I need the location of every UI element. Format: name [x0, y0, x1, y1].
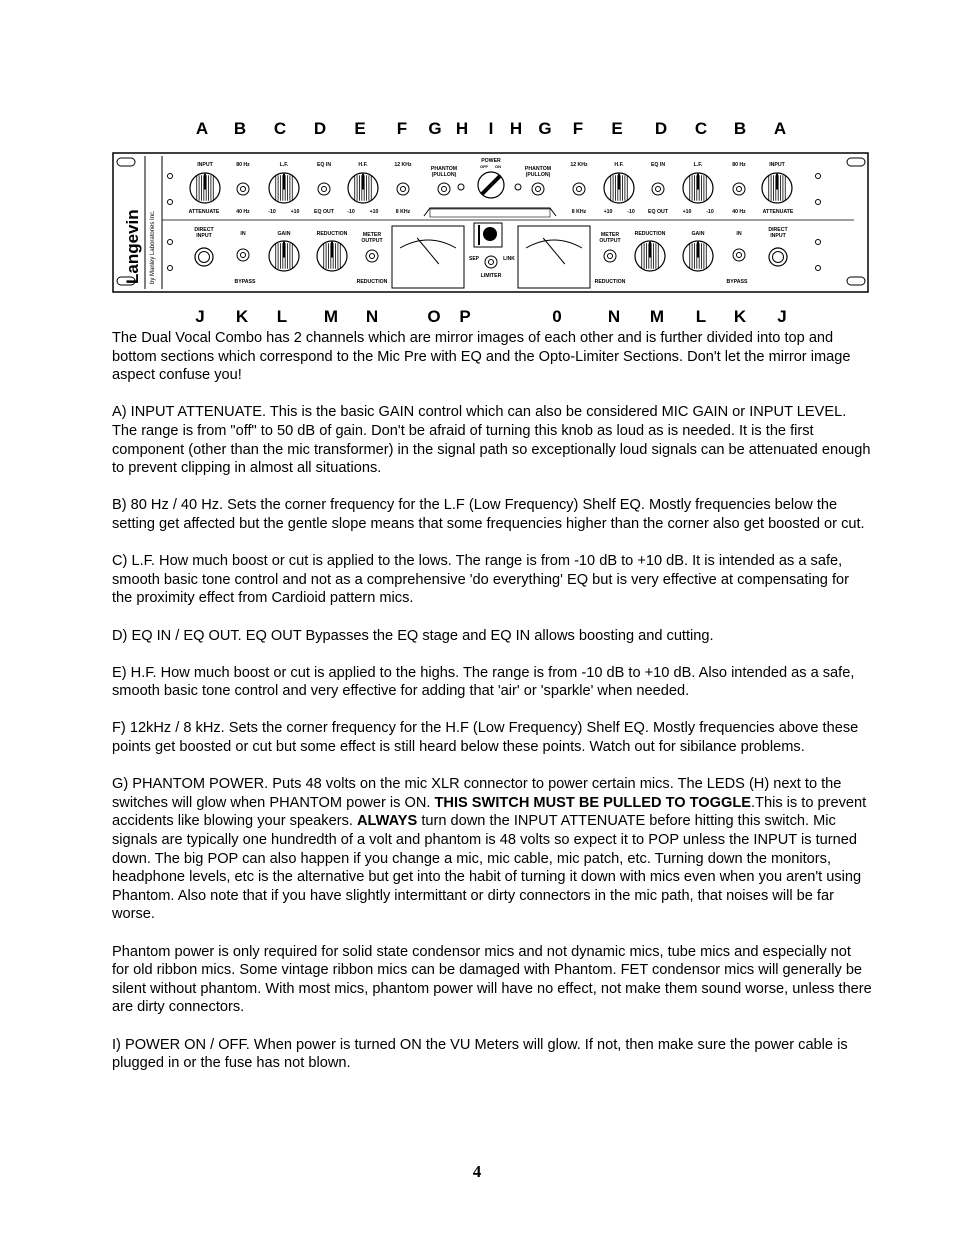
- label-in: IN: [736, 231, 742, 237]
- label-gain: GAIN: [691, 231, 705, 237]
- top-callout-letter: H: [509, 119, 523, 138]
- paragraph-g: G) PHANTOM POWER. Puts 48 volts on the mic XLR connector to power certain mics. The LEDS (H) next to the switches will glow when PHANTOM power is ON. THIS SWITCH MUST BE PULLED TO TOGGLE.This is to prevent accidents like blowing your speakers. ALWAYS turn down the INPUT ATTENUATE before hitting this switch. Mic signals are typically one hundredth of a volt and phantom is 48 volts so expect it to POP unless the INPUT is turned down. The big POP can also happen if you change a mic, mic cable, mic patch, etc. Turning down the monitors, headphone levels, etc is the alternative but get into the habit of turning it down with mics even when you aren't using Phantom. Also note that if you have slightly intermittant or dirty connectors in the mic path, that noises will be far worse.: [112, 776, 867, 923]
- channel-right: [518, 162, 794, 288]
- top-callout-letter: C: [694, 119, 708, 138]
- label-bypass: BYPASS: [234, 279, 256, 285]
- paragraph-phantom-notes: Phantom power is only required for solid state condensor mics and not dynamic mics, tube mics and especially not for old ribbon mics. Some vintage ribbon mics can be damaged with Phantom. FET condensor mics will generally be silent without phantom. With most mics, phantom power will have no effect, not make them sound worse, unless there are dirty connectors.: [112, 943, 872, 1016]
- label-8khz: 8 KHz: [395, 209, 411, 215]
- bottom-callout-letters: [112, 307, 868, 329]
- top-callout-letter: C: [273, 119, 287, 138]
- label-8khz: 8 KHz: [571, 209, 587, 215]
- label-input: INPUT: [770, 233, 786, 239]
- label-input: INPUT: [769, 162, 785, 168]
- label-minus10: -10: [268, 209, 276, 215]
- phantom-switch-right[interactable]: [532, 183, 544, 195]
- label-input: INPUT: [196, 233, 212, 239]
- label-direct: DIRECT: [194, 227, 214, 233]
- label-on: ON: [495, 164, 501, 169]
- bottom-callout-letter: N: [607, 307, 621, 326]
- label-minus10: -10: [347, 209, 355, 215]
- label-link: LINK: [503, 256, 515, 262]
- top-callout-letters: [112, 119, 868, 141]
- top-callout-letter: G: [538, 119, 552, 138]
- paragraph-d: D) EQ IN / EQ OUT. EQ OUT Bypasses the EQ stage and EQ IN allows boosting and cutting.: [112, 627, 714, 644]
- label-direct: DIRECT: [768, 227, 788, 233]
- paragraph-i: I) POWER ON / OFF. When power is turned ON the VU Meters will glow. If not, then make sure the power cable is plugged in or the fuse has not blown.: [112, 1036, 848, 1072]
- label-eq-out: EQ OUT: [314, 209, 334, 215]
- label-minus10: -10: [706, 209, 714, 215]
- label-reduction: REDUCTION: [356, 279, 388, 285]
- meter-select-switch[interactable]: [604, 250, 616, 262]
- paragraph-a: A) INPUT ATTENUATE. This is the basic GAIN control which can also be considered MIC GAIN or INPUT LEVEL. The range is from "off" to 50 dB of gain. Don't be afraid of turning this knob as loud as is needed. It is the first component (other than the mic transformer) in the signal path so exceptionally loud signals can be attenuated enough to prevent clipping in almost all situations.: [112, 404, 871, 477]
- bottom-callout-letter: P: [459, 307, 471, 326]
- bottom-callout-letter: 0: [552, 307, 562, 326]
- bottom-callout-letter: K: [235, 307, 249, 326]
- direct-input-jack[interactable]: [769, 248, 787, 266]
- top-callout-letter: F: [572, 119, 584, 138]
- label-80hz: 80 Hz: [236, 162, 250, 168]
- vu-meter: [518, 226, 590, 288]
- always-warning: ALWAYS: [356, 813, 418, 830]
- top-callout-letter: H: [455, 119, 469, 138]
- label-off: OFF: [480, 164, 488, 169]
- label-eq-in: EQ IN: [650, 162, 666, 168]
- rack-slot: [117, 158, 135, 166]
- lf-freq-switch[interactable]: [237, 183, 249, 195]
- label-attenuate: ATTENUATE: [188, 209, 220, 215]
- channel-left: [189, 162, 464, 288]
- label-plus10: +10: [290, 209, 300, 215]
- top-callout-letter: D: [313, 119, 327, 138]
- bottom-callout-letter: N: [365, 307, 379, 326]
- label-attenuate: ATTENUATE: [762, 209, 794, 215]
- label-lf: L.F.: [279, 162, 289, 168]
- paragraph-c: C) L.F. How much boost or cut is applied to the lows. The range is from -10 dB to +10 dB. It is intended as a safe, smooth basic tone control and not as a comprehensive 'do everything' EQ but is very effective at compensating for the proximity effect from Cardioid pattern mics.: [112, 553, 850, 607]
- top-callout-letter: E: [611, 119, 623, 138]
- vu-meter: [392, 226, 464, 288]
- label-in: IN: [240, 231, 246, 237]
- label-input: INPUT: [197, 162, 213, 168]
- limiter-link-switch[interactable]: [485, 256, 497, 268]
- brand-logo: Langevin: [123, 209, 142, 284]
- label-power: POWER: [481, 158, 501, 164]
- label-reduction: REDUCTION: [634, 231, 666, 237]
- phantom-switch-left[interactable]: [438, 183, 450, 195]
- label-40hz: 40 Hz: [236, 209, 250, 215]
- hf-freq-switch[interactable]: [573, 183, 585, 195]
- bottom-callout-letter: L: [276, 307, 288, 326]
- bottom-callout-letter: M: [649, 307, 665, 326]
- top-callout-letter: F: [396, 119, 408, 138]
- label-reduction: REDUCTION: [316, 231, 348, 237]
- label-meter: METER: [600, 232, 620, 238]
- top-callout-letter: D: [654, 119, 668, 138]
- top-callout-letter: B: [733, 119, 747, 138]
- top-callout-letter: B: [233, 119, 247, 138]
- hf-freq-switch[interactable]: [397, 183, 409, 195]
- label-80hz: 80 Hz: [732, 162, 746, 168]
- label-lf: L.F.: [693, 162, 703, 168]
- paragraph-f: F) 12kHz / 8 kHz. Sets the corner frequency for the H.F (Low Frequency) Shelf EQ. Mostly frequencies above these points get boosted or cut but some effect is still heard below these points. Watch out for sibilance problems.: [112, 720, 859, 756]
- label-12khz: 12 KHz: [570, 162, 588, 168]
- top-callout-letter: A: [195, 119, 209, 138]
- paragraph-e: E) H.F. How much boost or cut is applied to the highs. The range is from -10 dB to +10 dB. Also intended as a safe, smooth basic tone control and very effective for adding that 'air' or 'sparkle' when needed.: [112, 664, 855, 700]
- rack-slot: [847, 277, 865, 285]
- label-plus10: +10: [603, 209, 613, 215]
- pull-warning: THIS SWITCH MUST BE PULLED TO TOGGLE: [434, 794, 751, 811]
- top-callout-letter: E: [354, 119, 366, 138]
- direct-input-jack[interactable]: [195, 248, 213, 266]
- top-callout-letter: A: [773, 119, 787, 138]
- label-bypass: BYPASS: [726, 279, 748, 285]
- label-reduction: REDUCTION: [594, 279, 626, 285]
- label-limiter: LIMITER: [480, 273, 502, 279]
- meter-select-switch[interactable]: [366, 250, 378, 262]
- bottom-callout-letter: L: [695, 307, 707, 326]
- label-plus10: +10: [369, 209, 379, 215]
- intro-paragraph: The Dual Vocal Combo has 2 channels which are mirror images of each other and is further divided into top and bottom sections which correspond to the Mic Pre with EQ and the Opto-Limiter Sections. Don't let the mirror image aspect confuse you!: [112, 330, 851, 384]
- label-hf: H.F.: [614, 162, 624, 168]
- page-number: 4: [472, 1162, 482, 1181]
- label-output: OUTPUT: [361, 238, 383, 244]
- maker-text: by Manley Laboratories Inc.: [150, 210, 156, 284]
- limiter-in-switch[interactable]: [237, 249, 249, 261]
- body-text: [112, 329, 872, 1091]
- bottom-callout-letter: J: [195, 307, 205, 326]
- label-12khz: 12 KHz: [394, 162, 412, 168]
- front-panel-diagram: [112, 152, 870, 295]
- label-eq-out: EQ OUT: [648, 209, 668, 215]
- phantom-led-left: [458, 184, 464, 190]
- label-pullon: (PULLON): [431, 172, 457, 178]
- label-hf: H.F.: [358, 162, 368, 168]
- top-callout-letter: G: [428, 119, 442, 138]
- paragraph-b: B) 80 Hz / 40 Hz. Sets the corner frequency for the L.F (Low Frequency) Shelf EQ. Mostly frequencies below the setting get affected but the gentle slope means that some frequencies higher than the corner also get boosted or cut.: [112, 497, 865, 532]
- eq-in-out-switch[interactable]: [652, 183, 664, 195]
- bottom-callout-letter: J: [777, 307, 787, 326]
- top-callout-letter: I: [488, 119, 494, 138]
- label-gain: GAIN: [277, 231, 291, 237]
- bottom-callout-letter: O: [427, 307, 441, 326]
- bottom-callout-letter: M: [323, 307, 339, 326]
- limiter-in-switch[interactable]: [733, 249, 745, 261]
- rack-slot: [847, 158, 865, 166]
- eq-in-out-switch[interactable]: [318, 183, 330, 195]
- label-minus10: -10: [627, 209, 635, 215]
- label-output: OUTPUT: [599, 238, 621, 244]
- label-plus10: +10: [682, 209, 692, 215]
- label-phantom: PHANTOM: [430, 166, 458, 172]
- bottom-callout-letter: K: [733, 307, 747, 326]
- label-phantom: PHANTOM: [524, 166, 552, 172]
- label-eq-in: EQ IN: [316, 162, 332, 168]
- label-meter: METER: [362, 232, 382, 238]
- lf-freq-switch[interactable]: [733, 183, 745, 195]
- label-pullon: (PULLON): [525, 172, 551, 178]
- phantom-led-right: [515, 184, 521, 190]
- label-40hz: 40 Hz: [732, 209, 746, 215]
- label-sep: SEP: [468, 256, 480, 262]
